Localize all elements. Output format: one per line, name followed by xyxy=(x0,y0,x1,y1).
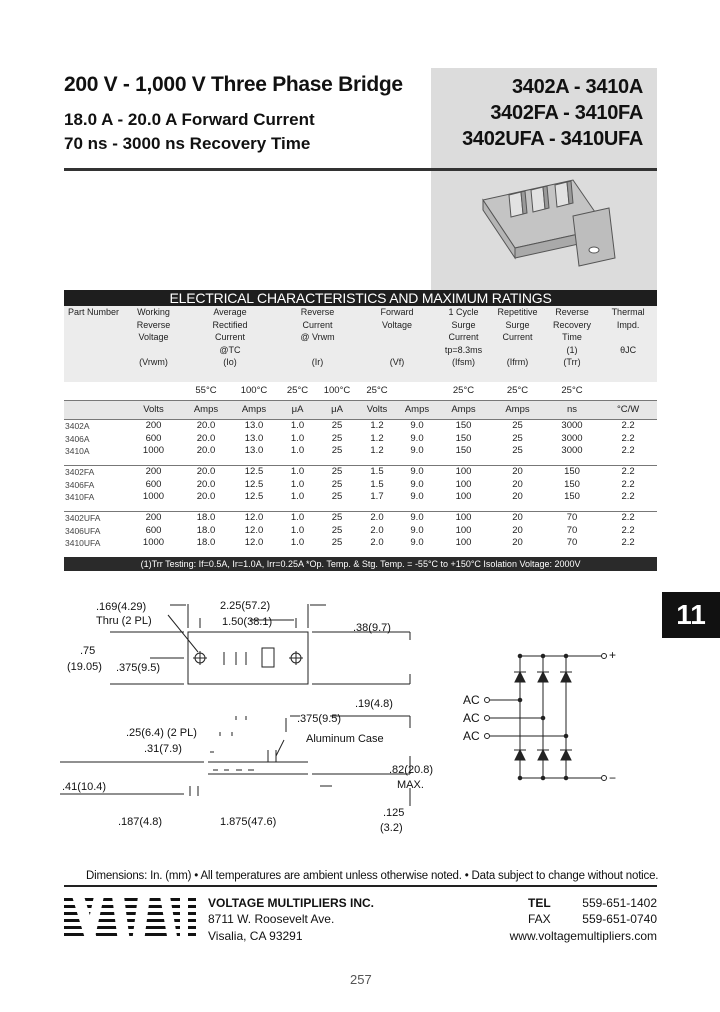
table-cell: 150 150 150 xyxy=(545,466,599,512)
table-cell: 18.0 18.0 18.0 xyxy=(182,512,230,558)
company-logo xyxy=(64,896,196,942)
page-title: 200 V - 1,000 V Three Phase Bridge xyxy=(64,73,403,96)
temperature-row: 55°C 100°C 25°C 100°C 25°C 25°C 25°C 25°C xyxy=(64,382,657,401)
table-header-row xyxy=(64,306,657,382)
subtitle-current: 18.0 A - 20.0 A Forward Current xyxy=(64,110,315,129)
footer-divider xyxy=(64,885,657,887)
address-city: Visalia, CA 93291 xyxy=(208,929,303,943)
table-cell: 20 20 20 xyxy=(490,512,545,558)
fax-label: FAX xyxy=(528,912,551,926)
dim-pin-span: 1.875(47.6) xyxy=(220,816,277,828)
table-cell: 20.0 20.0 20.0 xyxy=(182,420,230,466)
website-link[interactable]: www.voltagemultipliers.com xyxy=(509,929,657,943)
part-number-panel xyxy=(431,68,657,290)
table-cell: 9.0 9.0 9.0 xyxy=(397,466,437,512)
address-street: 8711 W. Roosevelt Ave. xyxy=(208,912,335,926)
table-cell: 12.5 12.5 12.5 xyxy=(230,466,278,512)
table-cell: 20 20 20 xyxy=(490,466,545,512)
dim-hole-spacing: 1.50(38.1) xyxy=(222,616,273,628)
table-footnote: (1)Trr Testing: If=0.5A, Ir=1.0A, Irr=0.25A *Op. Temp. & Stg. Temp. = -55°C to +150°C Isolation Voltage: 2000V xyxy=(64,557,657,571)
table-cell: 2.2 2.2 2.2 xyxy=(599,420,657,466)
fax-number: 559-651-0740 xyxy=(582,912,657,926)
tel-number: 559-651-1402 xyxy=(582,896,657,910)
table-title: ELECTRICAL CHARACTERISTICS AND MAXIMUM RATINGS xyxy=(64,290,657,306)
dim-width: .75 xyxy=(80,645,96,657)
part-number-cell: 3402UFA 3406UFA 3410UFA xyxy=(64,512,125,558)
header-thermal-impedance: Thermal Impd. θJC xyxy=(599,306,657,382)
header-part-number: Part Number xyxy=(64,306,125,382)
table-row xyxy=(64,512,657,558)
part-number-cell: 3402A 3406A 3410A xyxy=(64,420,125,466)
table-cell: 150 150 150 xyxy=(437,420,490,466)
header-surge-current: 1 Cycle Surge Current tp=8.3ms (Ifsm) xyxy=(437,306,490,382)
dim-pin-length-mm: (3.2) xyxy=(380,822,403,834)
header-reverse-current: Reverse Current @ Vrwm (Ir) xyxy=(278,306,357,382)
dc-plus-label: + xyxy=(609,648,617,662)
table-cell: 200 600 1000 xyxy=(125,512,182,558)
dimensions-note: Dimensions: In. (mm) • All temperatures are ambient unless otherwise noted. • Data subject to change without notice. xyxy=(86,870,659,882)
table-cell: 100 100 100 xyxy=(437,512,490,558)
bridge-package-illustration xyxy=(431,68,657,290)
header-repetitive-surge: Repetitive Surge Current (Ifrm) xyxy=(490,306,545,382)
header-working-voltage: Working Reverse Voltage (Vrwm) xyxy=(125,306,182,382)
ac-label-1: AC xyxy=(463,693,480,707)
table-cell: 3000 3000 3000 xyxy=(545,420,599,466)
header-average-current: Average Rectified Current @TC (Io) xyxy=(182,306,278,382)
table-cell: 1.0 1.0 1.0 xyxy=(278,420,317,466)
part-number-cell: 3402FA 3406FA 3410FA xyxy=(64,466,125,512)
table-cell: 2.2 2.2 2.2 xyxy=(599,466,657,512)
header-forward-voltage: Forward Voltage (Vf) xyxy=(357,306,437,382)
dim-terminal-width: .25(6.4) (2 PL) xyxy=(126,727,197,739)
dc-minus-label: − xyxy=(609,771,617,785)
dim-max-label: MAX. xyxy=(397,779,424,791)
dim-case-height: .41(10.4) xyxy=(62,781,107,793)
header-recovery-time: Reverse Recovery Time (1) (Trr) xyxy=(545,306,599,382)
table-row xyxy=(64,466,657,512)
table-cell: 2.0 2.0 2.0 xyxy=(357,512,397,558)
part-range-ultrafast: 3402UFA - 3410UFA xyxy=(462,128,643,150)
ac-label-2: AC xyxy=(463,711,480,725)
table-cell: 1.5 1.5 1.7 xyxy=(357,466,397,512)
page-number: 257 xyxy=(350,972,372,987)
units-row: Volts Amps Amps μA μA Volts Amps Amps Amps ns °C/W xyxy=(64,401,657,420)
table-cell: 70 70 70 xyxy=(545,512,599,558)
section-tab: 11 xyxy=(662,592,720,638)
table-cell: 100 100 100 xyxy=(437,466,490,512)
table-row xyxy=(64,420,657,466)
dim-right-mid: .19(4.8) xyxy=(355,698,393,710)
table-cell: 1.0 1.0 1.0 xyxy=(278,512,317,558)
dim-max-height: .82(20.8) xyxy=(389,764,434,776)
dim-pin-length: .125 xyxy=(383,807,405,819)
dim-overall-length: 2.25(57.2) xyxy=(220,600,271,612)
table-cell: 9.0 9.0 9.0 xyxy=(397,512,437,558)
header-divider xyxy=(64,168,657,171)
dim-right-top: .38(9.7) xyxy=(353,622,391,634)
table-cell: 200 600 1000 xyxy=(125,466,182,512)
table-cell: 13.0 13.0 13.0 xyxy=(230,420,278,466)
table-cell: 25 25 25 xyxy=(317,420,357,466)
dim-width-mm: (19.05) xyxy=(67,661,102,673)
table-cell: 20.0 20.0 20.0 xyxy=(182,466,230,512)
table-cell: 25 25 25 xyxy=(317,466,357,512)
aluminum-case-label: Aluminum Case xyxy=(306,733,384,745)
table-cell: 1.0 1.0 1.0 xyxy=(278,466,317,512)
electrical-characteristics-table xyxy=(64,290,657,571)
ac-label-3: AC xyxy=(463,729,480,743)
tel-label: TEL xyxy=(528,896,551,910)
table-cell: 25 25 25 xyxy=(490,420,545,466)
dim-hole-thru: Thru (2 PL) xyxy=(96,615,152,627)
table-cell: 25 25 25 xyxy=(317,512,357,558)
table-cell: 9.0 9.0 9.0 xyxy=(397,420,437,466)
subtitle-recovery: 70 ns - 3000 ns Recovery Time xyxy=(64,134,311,153)
outline-drawing xyxy=(0,590,720,870)
company-name: VOLTAGE MULTIPLIERS INC. xyxy=(208,896,374,910)
dim-terminal-spacing: .375(9.5) xyxy=(297,713,342,725)
dim-hole-edge: .375(9.5) xyxy=(116,662,161,674)
dim-hole-diameter: .169(4.29) xyxy=(96,601,147,613)
part-range-standard: 3402A - 3410A xyxy=(511,76,643,98)
table-cell: 2.2 2.2 2.2 xyxy=(599,512,657,558)
table-cell: 12.0 12.0 12.0 xyxy=(230,512,278,558)
dim-terminal-height: .31(7.9) xyxy=(144,743,182,755)
dim-pin-offset: .187(4.8) xyxy=(118,816,163,828)
table-cell: 200 600 1000 xyxy=(125,420,182,466)
table-cell: 1.2 1.2 1.2 xyxy=(357,420,397,466)
part-range-fast: 3402FA - 3410FA xyxy=(490,102,643,124)
